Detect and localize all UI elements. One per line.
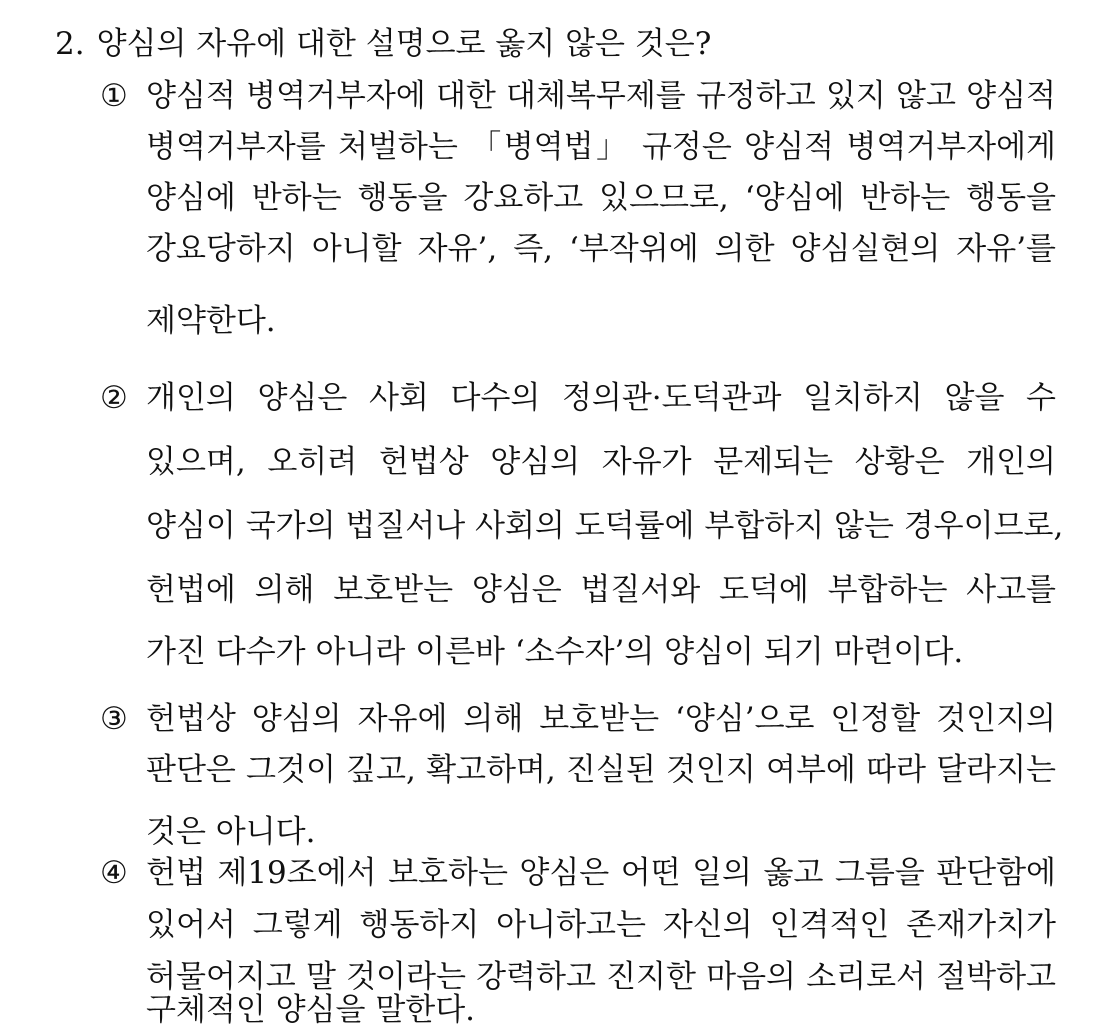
choice-1-marker: ① [100, 78, 128, 114]
question-stem [55, 24, 711, 64]
choice-4-line-1: 헌법 제19조에서 보호하는 양심은 어떤 일의 옳고 그름을 판단함에 [146, 855, 1056, 891]
choice-4-line-2: 있어서 그렇게 행동하지 아니하고는 자신의 인격적인 존재가치가 [146, 907, 1056, 943]
choice-1-line-1: 양심적 병역거부자에 대한 대체복무제를 규정하고 있지 않고 양심적 [146, 78, 1056, 114]
choice-3-line-2: 판단은 그것이 깊고, 확고하며, 진실된 것인지 여부에 따라 달라지는 [146, 752, 1056, 788]
choice-2-line-5: 가진 다수가 아니라 이른바 ‘소수자’의 양심이 되기 마련이다. [146, 634, 964, 670]
choice-4-line-3: 허물어지고 말 것이라는 강력하고 진지한 마음의 소리로서 절박하고 [146, 959, 1056, 995]
choice-3-line-3: 것은 아니다. [146, 814, 316, 850]
choice-2-line-2: 있으며, 오히려 헌법상 양심의 자유가 문제되는 상황은 개인의 [146, 444, 1056, 480]
choice-2-line-1: 개인의 양심은 사회 다수의 정의관·도덕관과 일치하지 않을 수 [146, 380, 1056, 416]
choice-2-line-3: 양심이 국가의 법질서나 사회의 도덕률에 부합하지 않는 경우이므로, [146, 508, 1064, 544]
choice-1-line-4: 강요당하지 아니할 자유’, 즉, ‘부작위에 의한 양심실현의 자유’를 [146, 231, 1056, 267]
choice-3-line-1: 헌법상 양심의 자유에 의해 보호받는 ‘양심’으로 인정할 것인지의 [146, 701, 1056, 737]
choice-4-marker: ④ [100, 855, 128, 891]
choice-1-line-3: 양심에 반하는 행동을 강요하고 있으므로, ‘양심에 반하는 행동을 [146, 180, 1056, 216]
question-number: 2. [55, 26, 85, 62]
choice-2-line-4: 헌법에 의해 보호받는 양심은 법질서와 도덕에 부합하는 사고를 [146, 572, 1056, 608]
choice-2-marker: ② [100, 380, 128, 416]
question-title: 양심의 자유에 대한 설명으로 옳지 않은 것은? [96, 26, 712, 62]
choice-1-line-5: 제약한다. [146, 303, 276, 339]
choice-1-line-2: 병역거부자를 처벌하는 「병역법」 규정은 양심적 병역거부자에게 [146, 129, 1056, 165]
choice-3-marker: ③ [100, 701, 128, 737]
choice-4-line-4: 구체적인 양심을 말한다. [146, 992, 476, 1028]
